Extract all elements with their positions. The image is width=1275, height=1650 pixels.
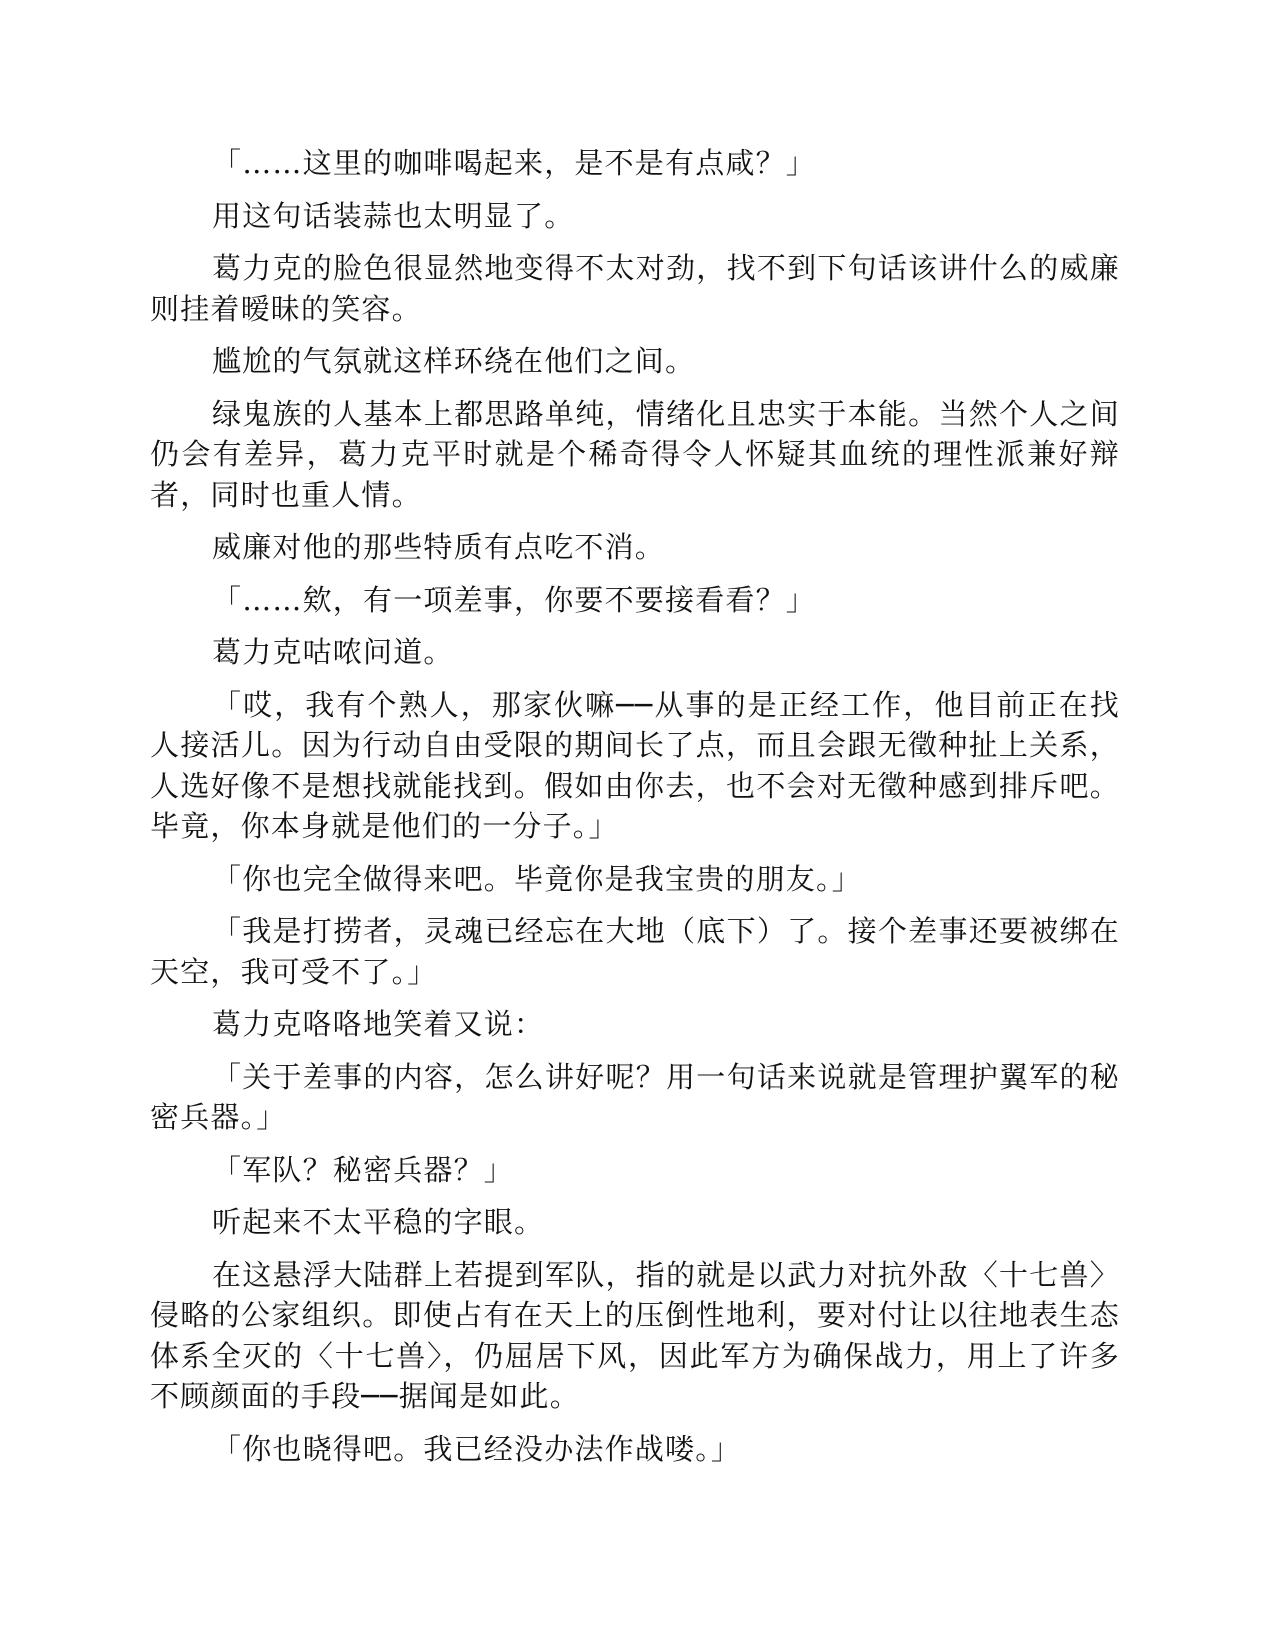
paragraph-11: 「我是打捞者，灵魂已经忘在大地（底下）了。接个差事还要被绑在天空，我可受不了。」 <box>150 914 1120 989</box>
paragraph-15: 听起来不太平稳的字眼。 <box>212 1205 545 1239</box>
paragraph-7: 「……欸，有一项差事，你要不要接看看？」 <box>212 582 817 617</box>
body-text <box>150 143 1120 1481</box>
paragraph-4: 尴尬的气氛就这样环绕在他们之间。 <box>212 344 696 378</box>
paragraph-8: 葛力克咕哝问道。 <box>212 635 454 669</box>
paragraph-17: 「你也晓得吧。我已经没办法作战喽。」 <box>212 1431 742 1466</box>
paragraph-14: 「军队？秘密兵器？」 <box>212 1152 515 1187</box>
paragraph-5: 绿鬼族的人基本上都思路单纯，情绪化且忠实于本能。当然个人之间仍会有差异，葛力克平时就是个稀奇得令人怀疑其血统的理性派兼好辩者，同时也重人情。 <box>150 396 1120 512</box>
paragraph-3: 葛力克的脸色很显然地变得不太对劲，找不到下句话该讲什么的威廉则挂着暧昧的笑容。 <box>150 251 1120 326</box>
paragraph-1: 「……这里的咖啡喝起来，是不是有点咸？」 <box>212 146 817 180</box>
paragraph-2: 用这句话装蒜也太明显了。 <box>212 198 575 233</box>
paragraph-9: 「哎，我有个熟人，那家伙嘛──从事的是正经工作，他目前正在找人接活儿。因为行动自由受限的期间长了点，而且会跟无徵种扯上关系，人选好像不是想找就能找到。假如由你去，也不会对无徵种感到排斥吧。毕竟，你本身就是他们的一分子。」 <box>150 687 1120 843</box>
paragraph-12: 葛力克咯咯地笑着又说： <box>212 1007 545 1041</box>
paragraph-10: 「你也完全做得来吧。毕竟你是我宝贵的朋友。」 <box>212 861 862 896</box>
paragraph-13: 「关于差事的内容，怎么讲好呢？用一句话来说就是管理护翼军的秘密兵器。」 <box>150 1059 1120 1134</box>
paragraph-6: 威廉对他的那些特质有点吃不消。 <box>212 530 666 564</box>
paragraph-16: 在这悬浮大陆群上若提到军队，指的就是以武力对抗外敌〈十七兽〉侵略的公家组织。即使占有在天上的压倒性地利，要对付让以往地表生态体系全灭的〈十七兽〉，仍屈居下风，因此军方为确保战力，用上了许多不顾颜面的手段──据闻是如此。 <box>150 1257 1120 1413</box>
